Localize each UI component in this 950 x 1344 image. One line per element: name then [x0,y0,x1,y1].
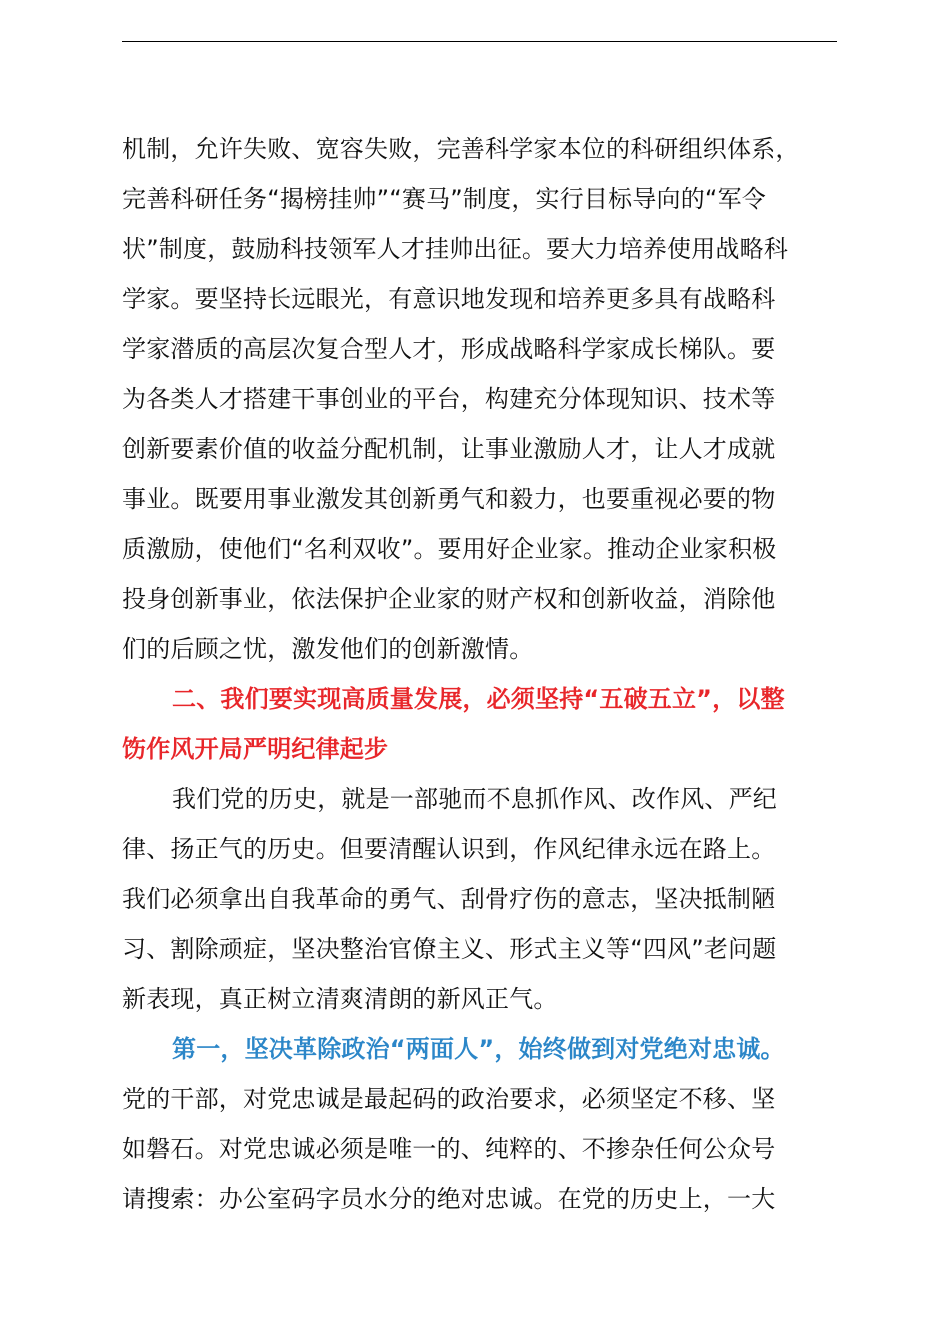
subsection-heading: 第一，坚决革除政治“两面人”，始终做到对党绝对忠诚。 [172,1035,785,1063]
body-line: 我们党的历史，就是一部驰而不息抓作风、改作风、严纪 [172,785,777,813]
body-line: 质激励，使他们“名利双收”。要用好企业家。推动企业家积极 [122,535,777,563]
section-heading-continued: 饬作风开局严明纪律起步 [122,735,389,763]
body-line: 党的干部，对党忠诚是最起码的政治要求，必须坚定不移、坚 [122,1085,776,1113]
body-line: 创新要素价值的收益分配机制，让事业激励人才，让人才成就 [122,435,776,463]
body-line: 我们必须拿出自我革命的勇气、刮骨疗伤的意志，坚决抵制陋 [122,885,776,913]
body-line: 学家潜质的高层次复合型人才，形成战略科学家成长梯队。要 [122,335,776,363]
section-heading: 二、我们要实现高质量发展，必须坚持“五破五立”，以整 [172,685,785,713]
body-line: 律、扬正气的历史。但要清醒认识到，作风纪律永远在路上。 [122,835,776,863]
body-line: 完善科研任务“揭榜挂帅”“赛马”制度，实行目标导向的“军令 [122,185,766,213]
body-line: 事业。既要用事业激发其创新勇气和毅力，也要重视必要的物 [122,485,776,513]
body-line: 为各类人才搭建干事创业的平台，构建充分体现知识、技术等 [122,385,776,413]
body-line: 习、割除顽症，坚决整治官僚主义、形式主义等“四风”老问题 [122,935,777,963]
body-line: 投身创新事业，依法保护企业家的财产权和创新收益，消除他 [122,585,776,613]
body-line: 机制，允许失败、宽容失败，完善科学家本位的科研组织体系， [122,135,800,163]
document-body [122,124,862,1224]
body-line: 们的后顾之忧，激发他们的创新激情。 [122,635,534,663]
body-line: 学家。要坚持长远眼光，有意识地发现和培养更多具有战略科 [122,285,776,313]
body-line: 状”制度，鼓励科技领军人才挂帅出征。要大力培养使用战略科 [122,235,789,263]
header-rule [122,41,837,42]
body-line: 请搜索：办公室码字员水分的绝对忠诚。在党的历史上，一大 [122,1185,776,1213]
body-line: 新表现，真正树立清爽清朗的新风正气。 [122,985,558,1013]
body-line: 如磐石。对党忠诚必须是唯一的、纯粹的、不掺杂任何公众号 [122,1135,776,1163]
